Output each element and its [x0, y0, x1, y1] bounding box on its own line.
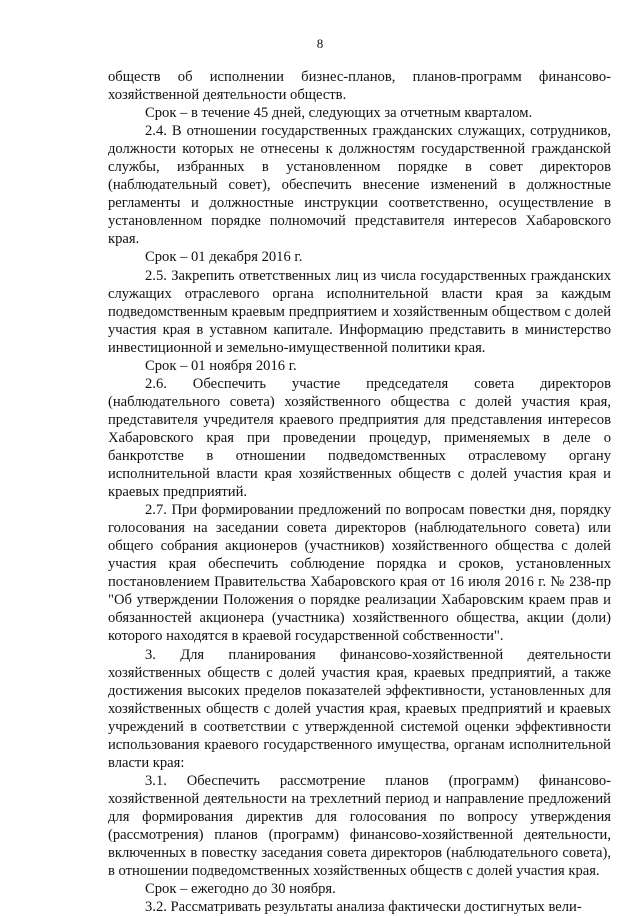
paragraph-3-2: 3.2. Рассматривать результаты анализа фактически достигнутых вели- [145, 899, 582, 916]
paragraph-2-7: 2.7. При формировании предложений по вопросам повестки дня, порядку голосования на заседании совета директоров (наблюдательного совета) или общего собрания акционеров (участников) хозяйственного общества с долей участия края обеспечить соблюдение порядка и сроков, установленных постановлением Правительства Хабаровского края от 16 июля 2016 г. № 238-пр "Об утверждении Положения о порядке реализации Хабаровским краем прав и обязанностей акционера (участника) хозяйственного общества, акции (доли) которого находятся в краевой государственной собственности". [108, 502, 611, 645]
deadline-paragraph: Срок – в течение 45 дней, следующих за отчетным кварталом. [145, 105, 533, 122]
deadline-paragraph: Срок – 01 ноября 2016 г. [145, 357, 297, 374]
paragraph-2-4: 2.4. В отношении государственных гражданских служащих, сотрудников, должности которых не отнесены к должностям государственной гражданской службы, избранных в установленном порядке в совет директоров (наблюдательный совет), обеспечить внесение изменений в должностные регламенты и должностные инструкции соответственно, осуществление в установленном порядке полномочий представителя интересов Хабаровского края. [108, 123, 611, 248]
paragraph-2-5: 2.5. Закрепить ответственных лиц из числа государственных гражданских служащих отраслевого органа исполнительной власти края за каждым подведомственным краевым предприятием и хозяйственным обществом с долей участия края в уставном капитале. Информацию представить в министерство инвестиционной и земельно-имущественной политики края. [108, 267, 611, 356]
deadline-paragraph: Срок – 01 декабря 2016 г. [145, 249, 303, 266]
deadline-paragraph: Срок – ежегодно до 30 ноября. [145, 881, 336, 898]
paragraph-continuation: обществ об исполнении бизнес-планов, планов-программ финансово-хозяйственной деятельности обществ. [108, 69, 611, 104]
paragraph-3: 3. Для планирования финансово-хозяйственной деятельности хозяйственных обществ с долей участия края, краевых предприятий, а также достижения высоких пределов показателей эффективности, установленных для хозяйственных обществ с долей участия края, краевых предприятий и краевых учреждений в соответствии с утвержденной системой оценки эффективности использования краевого государственного имущества, органам исполнительной власти края: [108, 646, 611, 771]
document-body [108, 68, 611, 916]
paragraph-3-1: 3.1. Обеспечить рассмотрение планов (программ) финансово-хозяйственной деятельности на трехлетний период и направление предложений для формирования директив для голосования по вопросу утверждения (рассмотрения) планов (программ) финансово-хозяйственной деятельности, включенных в повестку заседания совета директоров (наблюдательного совета), в отношении подведомственных хозяйственных обществ с долей участия края. [108, 772, 611, 880]
page-number: 8 [316, 36, 324, 51]
paragraph-2-6: 2.6. Обеспечить участие председателя совета директоров (наблюдательного совета) хозяйственного общества с долей участия края, представителя учредителя краевого предприятия для представления интересов Хабаровского края при проведении процедур, применяемых в деле о банкротстве в отношении подведомственных отраслевому органу исполнительной власти края хозяйственных обществ с долей участия края и краевых предприятий. [108, 375, 611, 501]
